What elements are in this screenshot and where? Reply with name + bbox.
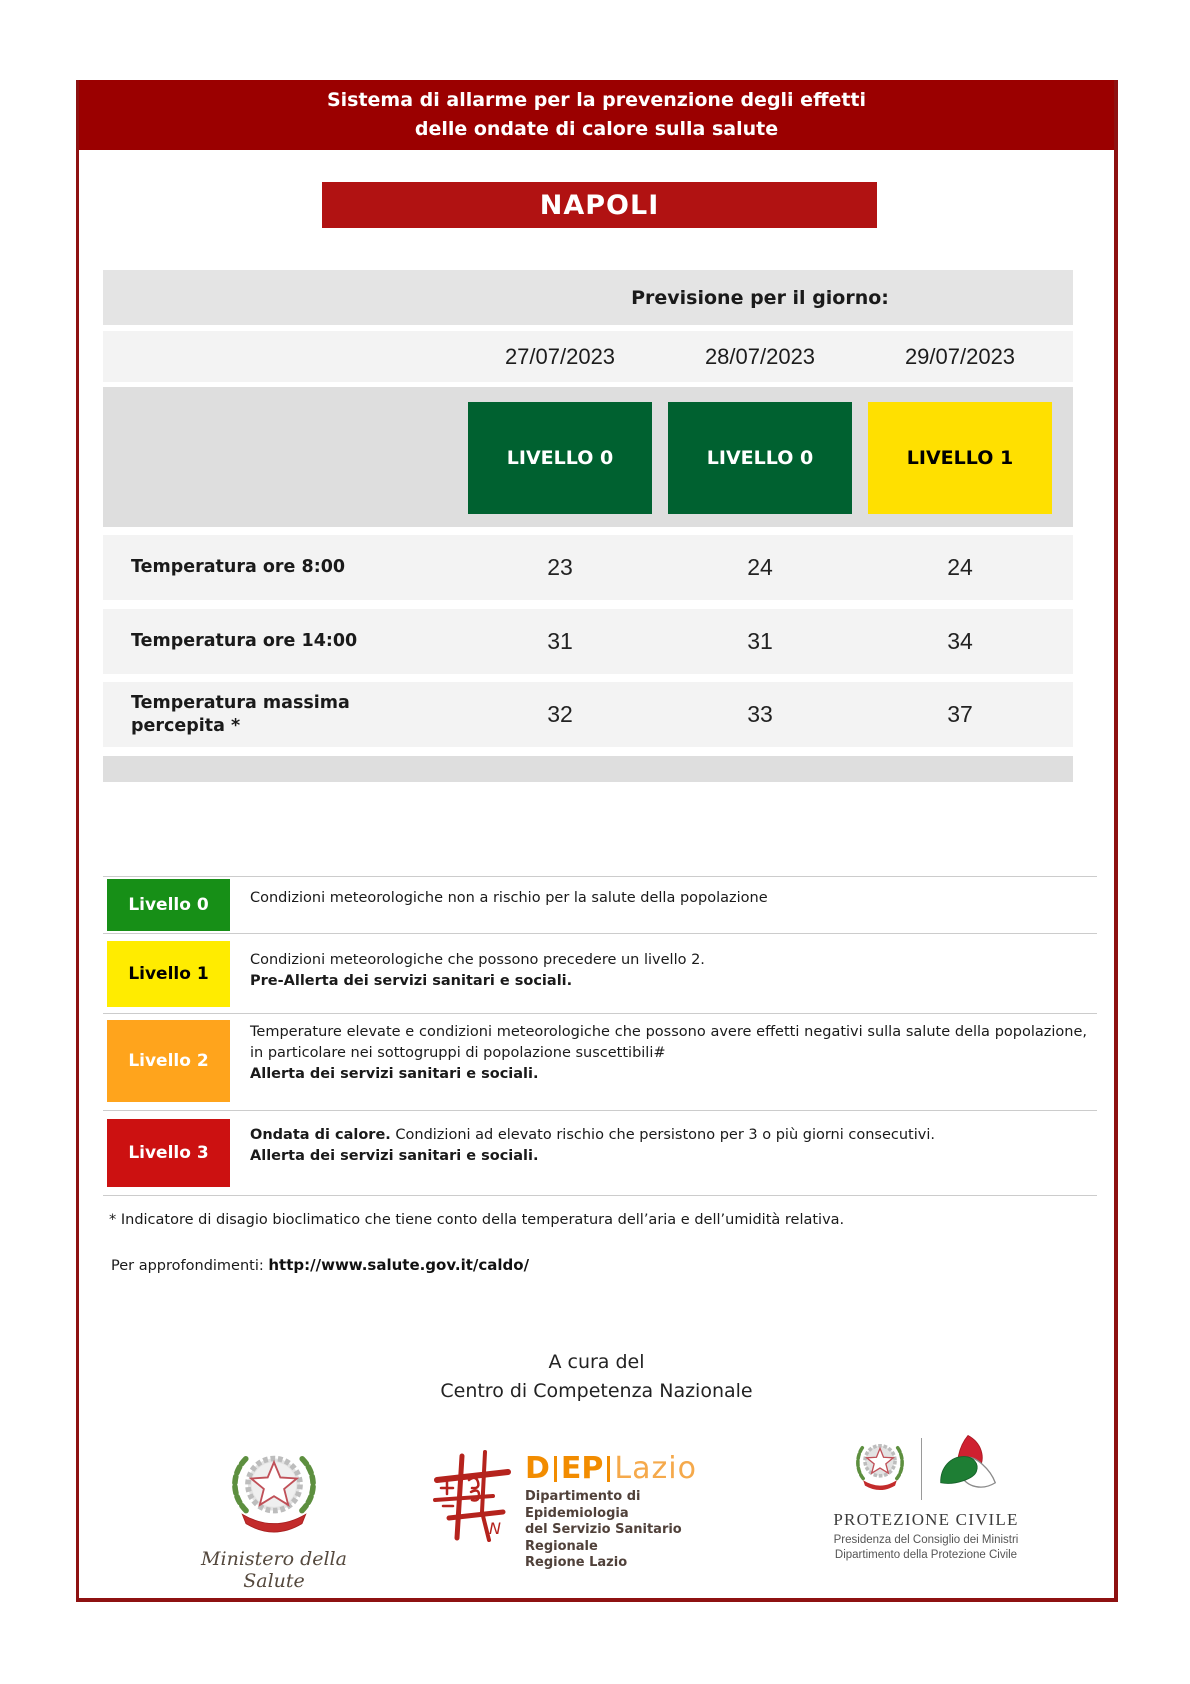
legend-row	[103, 1014, 1097, 1111]
dep-subtitle-line3: Regione Lazio	[525, 1555, 628, 1570]
salute-gov-link[interactable]: http://www.salute.gov.it/caldo/	[268, 1256, 530, 1274]
legend-row	[103, 934, 1097, 1014]
dep-subtitle-line2: del Servizio Sanitario Regionale	[525, 1522, 682, 1554]
table-row	[103, 609, 1073, 674]
legend-level-badge: Livello 2	[107, 1020, 230, 1102]
table-bottom-strip	[103, 756, 1073, 782]
dep-text-block	[525, 1450, 741, 1572]
temperature-value: 32	[547, 701, 573, 727]
dep-region: Lazio	[614, 1451, 697, 1486]
forecast-dates-row	[103, 331, 1073, 382]
more-info-label: Per approfondimenti:	[111, 1258, 264, 1274]
more-info-line	[111, 1256, 529, 1274]
forecast-date: 29/07/2023	[904, 343, 1016, 369]
dep-grid-icon	[431, 1450, 511, 1572]
legend-level-badge: Livello 0	[107, 879, 230, 931]
ministero-caption: Ministero della Salute	[201, 1548, 347, 1592]
pc-republic-emblem-icon	[849, 1432, 911, 1506]
city-name: NAPOLI	[539, 189, 660, 221]
table-row	[103, 682, 1073, 747]
svg-text:N: N	[489, 1519, 501, 1538]
levels-legend	[103, 876, 1097, 1196]
credit-line1: A cura del	[548, 1351, 645, 1373]
bulletin-title-line2: delle ondate di calore sulla salute	[414, 118, 779, 140]
pc-triskelion-icon	[932, 1432, 1004, 1506]
level-badge: LIVELLO 0	[668, 402, 852, 514]
legend-description: Condizioni meteorologiche che possono precedere un livello 2. Pre-Allerta dei servizi sanitari e sociali.	[250, 952, 705, 989]
temperature-value: 31	[547, 628, 573, 654]
pc-subtitle	[801, 1533, 1051, 1562]
forecast-date: 27/07/2023	[504, 343, 616, 369]
credit-line2: Centro di Competenza Nazionale	[440, 1380, 753, 1402]
bulletin-title-line1: Sistema di allarme per la prevenzione degli effetti	[326, 89, 867, 111]
forecast-levels-row	[103, 387, 1073, 527]
temperature-value: 34	[947, 628, 973, 654]
forecast-date: 28/07/2023	[704, 343, 816, 369]
pc-subtitle-line1: Presidenza del Consiglio dei Ministri	[833, 1534, 1019, 1546]
dep-letters-ep: EP	[560, 1451, 604, 1486]
row-label: Temperatura ore 8:00	[131, 557, 346, 577]
logo-protezione-civile	[801, 1432, 1051, 1562]
row-label: Temperatura massima percepita *	[131, 692, 350, 736]
row-label: Temperatura ore 14:00	[131, 631, 358, 651]
table-row	[103, 535, 1073, 600]
forecast-caption: Previsione per il giorno:	[631, 286, 889, 309]
dep-letter-d: D	[525, 1451, 550, 1486]
legend-description: Ondata di calore. Condizioni ad elevato rischio che persistono per 3 o più giorni consecutivi. Allerta dei servizi sanitari e sociali.	[250, 1127, 935, 1164]
level-badge: LIVELLO 0	[468, 402, 652, 514]
legend-row	[103, 877, 1097, 934]
city-banner	[322, 182, 877, 228]
credit-block	[79, 1348, 1114, 1406]
temperature-value: 24	[947, 554, 973, 580]
legend-description: Condizioni meteorologiche non a rischio per la salute della popolazione	[250, 890, 768, 906]
dep-wordmark	[525, 1452, 741, 1484]
temperature-value: 31	[747, 628, 773, 654]
dep-divider-bar	[607, 1456, 610, 1482]
pc-symbols	[801, 1432, 1051, 1506]
logos-row	[79, 1432, 1114, 1592]
temperature-value: 33	[747, 701, 773, 727]
legend-level-badge: Livello 1	[107, 941, 230, 1007]
legend-description: Temperature elevate e condizioni meteorologiche che possono avere effetti negativi sulla salute della popolazione, in particolare nei sottogruppi di popolazione suscettibili# Allerta dei servizi sanitari e sociali.	[250, 1024, 1087, 1082]
level-badge: LIVELLO 1	[868, 402, 1052, 514]
pc-subtitle-line2: Dipartimento della Protezione Civile	[834, 1548, 1018, 1561]
logo-ministero-salute	[189, 1438, 359, 1592]
pc-divider	[921, 1438, 922, 1500]
bulletin-title	[79, 80, 1114, 150]
dep-subtitle-line1: Dipartimento di Epidemiologia	[525, 1489, 641, 1521]
forecast-caption-band	[103, 270, 1073, 325]
legend-level-badge: Livello 3	[107, 1119, 230, 1187]
dep-subtitle	[525, 1489, 741, 1572]
temperature-value: 24	[747, 554, 773, 580]
logo-dep-lazio	[431, 1450, 741, 1572]
temperature-value: 23	[547, 554, 573, 580]
dep-divider-bar	[554, 1456, 557, 1482]
pc-title: PROTEZIONE CIVILE	[833, 1510, 1019, 1529]
bioclimatic-footnote: * Indicatore di disagio bioclimatico che tiene conto della temperatura dell’aria e dell’umidità relativa.	[109, 1212, 845, 1228]
legend-row	[103, 1111, 1097, 1196]
temperature-value: 37	[947, 701, 973, 727]
bulletin-frame	[76, 80, 1118, 1602]
